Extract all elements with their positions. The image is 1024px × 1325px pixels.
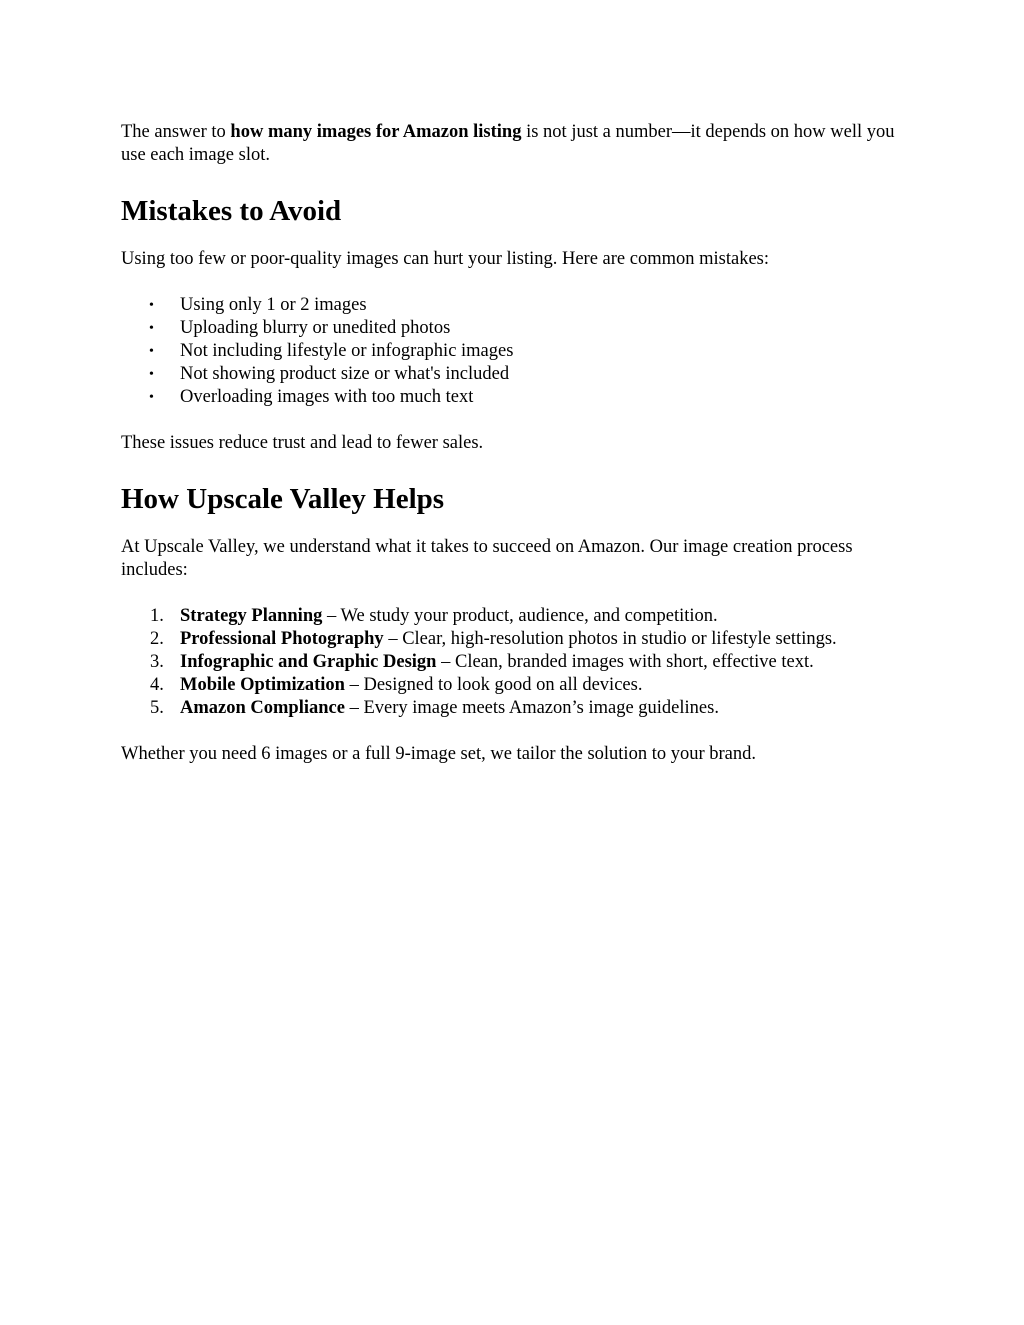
intro-suffix: is not just a number—it depends on how well you use each image slot. — [121, 122, 895, 165]
mistakes-intro: Using too few or poor-quality images can hurt your listing. Here are common mistakes: — [121, 249, 770, 269]
list-item-text: Using only 1 or 2 images — [180, 295, 367, 315]
bullet-icon: • — [149, 298, 154, 313]
step-description: – Clean, branded images with short, effective text. — [436, 652, 814, 672]
helps-intro: At Upscale Valley, we understand what it takes to succeed on Amazon. Our image creation process includes: — [121, 537, 853, 580]
step-number: 2. — [150, 629, 164, 649]
bullet-icon: • — [149, 390, 154, 405]
step-description: – Clear, high-resolution photos in studio or lifestyle settings. — [383, 629, 837, 649]
list-item — [121, 628, 911, 651]
step-number: 1. — [150, 606, 164, 626]
list-item — [121, 651, 911, 674]
step-title: Strategy Planning — [180, 606, 323, 626]
helps-heading: How Upscale Valley Helps — [121, 483, 445, 515]
intro-keyword: how many images for Amazon listing — [230, 122, 522, 142]
document-page — [121, 121, 911, 766]
list-item — [121, 674, 911, 697]
step-number: 5. — [150, 698, 164, 718]
list-item — [121, 340, 911, 363]
step-number: 3. — [150, 652, 164, 672]
list-item — [121, 605, 911, 628]
list-item — [121, 386, 911, 409]
intro-paragraph — [121, 121, 911, 167]
bullet-icon: • — [149, 344, 154, 359]
list-item — [121, 294, 911, 317]
helps-closing: Whether you need 6 images or a full 9-image set, we tailor the solution to your brand. — [121, 744, 756, 764]
step-title: Professional Photography — [180, 629, 384, 649]
process-steps-list — [121, 605, 911, 720]
list-item — [121, 363, 911, 386]
step-description: – Every image meets Amazon’s image guidelines. — [344, 698, 719, 718]
step-title: Mobile Optimization — [180, 675, 345, 695]
mistakes-list — [121, 294, 911, 409]
list-item-text: Uploading blurry or unedited photos — [180, 318, 451, 338]
step-title: Infographic and Graphic Design — [180, 652, 437, 672]
step-number: 4. — [150, 675, 164, 695]
mistakes-closing: These issues reduce trust and lead to fewer sales. — [121, 433, 484, 453]
list-item-text: Overloading images with too much text — [180, 387, 474, 407]
mistakes-heading: Mistakes to Avoid — [121, 195, 342, 227]
step-description: – We study your product, audience, and competition. — [322, 606, 718, 626]
list-item — [121, 317, 911, 340]
bullet-icon: • — [149, 321, 154, 336]
list-item — [121, 697, 911, 720]
list-item-text: Not showing product size or what's included — [180, 364, 510, 384]
step-description: – Designed to look good on all devices. — [344, 675, 643, 695]
list-item-text: Not including lifestyle or infographic images — [180, 341, 514, 361]
bullet-icon: • — [149, 367, 154, 382]
step-title: Amazon Compliance — [180, 698, 345, 718]
intro-prefix: The answer to — [121, 122, 231, 142]
